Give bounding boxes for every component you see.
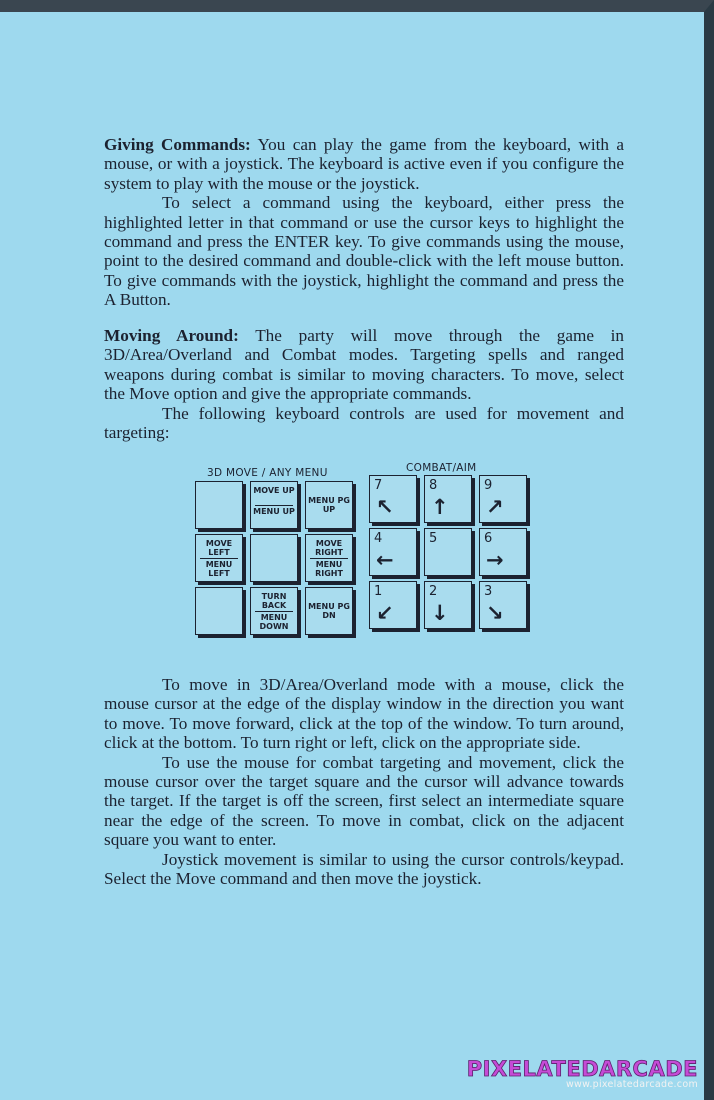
mouse-move-paragraph: To move in 3D/Area/Overland mode with a mouse, click the mouse cursor at the edge of the display window in the direction you want to move. To move forward, click at the top of the window. To turn around, click at the bottom. To turn right or left, click on the appropriate side.	[104, 675, 624, 753]
key-label-bottom: MENU UP	[253, 507, 295, 516]
arrow-icon: ↗	[486, 495, 504, 519]
combat-aim-title: COMBAT/AIM	[406, 462, 477, 474]
menu-key-2	[250, 481, 298, 529]
numpad-key-6	[479, 528, 527, 576]
moving-around-paragraph-2: The following keyboard controls are used for movement and targeting:	[104, 403, 624, 443]
numpad-number: 1	[374, 584, 383, 599]
arrow-icon: ↖	[376, 495, 394, 519]
moving-around-section	[104, 326, 624, 442]
numpad-number: 3	[484, 584, 493, 599]
numpad-key-1	[369, 581, 417, 629]
key-label: MENU PG UP	[308, 496, 350, 514]
numpad-number: 9	[484, 478, 493, 493]
joystick-paragraph: Joystick movement is similar to using the cursor controls/keypad. Select the Move command and then move the joystick.	[104, 849, 624, 889]
numpad-number: 7	[374, 478, 383, 493]
arrow-icon: ↓	[431, 601, 449, 625]
arrow-icon: ←	[376, 548, 394, 572]
numpad-number: 4	[374, 531, 383, 546]
key-label-top: TURN BACK	[261, 592, 287, 610]
menu-key-1	[195, 481, 243, 529]
key-label-top: MOVE UP	[253, 486, 295, 495]
key-label-bottom: MENU RIGHT	[315, 560, 343, 578]
menu-key-9	[305, 587, 353, 635]
3d-move-title: 3D MOVE / ANY MENU	[207, 467, 328, 479]
numpad-key-9	[479, 475, 527, 523]
numpad-number: 5	[429, 531, 438, 546]
giving-commands-paragraph-2: To select a command using the keyboard, either press the highlighted letter in that command or use the cursor keys to highlight the command and press the ENTER key. To give commands using the mouse, point to the desired command and double-click with the left mouse button. To give commands with the joystick, highlight the command and press the A Button.	[104, 193, 624, 310]
menu-key-7	[195, 587, 243, 635]
numpad-key-4	[369, 528, 417, 576]
arrow-icon: ↙	[376, 601, 394, 625]
numpad-key-2	[424, 581, 472, 629]
numpad-number: 6	[484, 531, 493, 546]
key-label: MENU PG DN	[308, 602, 350, 620]
watermark-logo: PIXELATEDARCADE	[466, 1057, 698, 1081]
key-label-top: MOVE LEFT	[205, 539, 233, 557]
numpad-key-5	[424, 528, 472, 576]
numpad-key-7	[369, 475, 417, 523]
menu-key-3	[305, 481, 353, 529]
giving-commands-heading: Giving Commands:	[104, 135, 251, 154]
mouse-combat-paragraph: To use the mouse for combat targeting and movement, click the mouse cursor over the target square and the cursor will advance towards the target. If the target is off the screen, first select an intermediate square near the edge of the screen. To move in combat, click on the adjacent square you want to enter.	[104, 752, 624, 850]
numpad-key-8	[424, 475, 472, 523]
key-label-bottom: MENU LEFT	[205, 560, 233, 578]
menu-key-6	[305, 534, 353, 582]
mouse-joystick-section	[104, 675, 624, 888]
giving-commands-paragraph-1: Giving Commands: You can play the game from the keyboard, with a mouse, or with a joystick. The keyboard is active even if you configure the system to play with the mouse or the joystick.	[104, 135, 624, 193]
key-label-bottom: MENU DOWN	[259, 613, 289, 631]
arrow-icon: ↘	[486, 601, 504, 625]
numpad-key-3	[479, 581, 527, 629]
arrow-icon: ↑	[431, 495, 449, 519]
arrow-icon: →	[486, 548, 504, 572]
watermark-url: www.pixelatedarcade.com	[565, 1079, 698, 1090]
keyboard-controls-diagram	[193, 462, 533, 642]
moving-around-paragraph-1: Moving Around: The party will move through the game in 3D/Area/Overland and Combat modes. Targeting spells and ranged weapons during combat is similar to moving characters. To move, select the Move option and give the appropriate commands.	[104, 326, 625, 404]
giving-commands-section	[104, 135, 624, 310]
numpad-number: 2	[429, 584, 438, 599]
menu-key-4	[195, 534, 243, 582]
watermark	[467, 1057, 698, 1090]
key-label-top: MOVE RIGHT	[315, 539, 343, 557]
menu-key-8	[250, 587, 298, 635]
numpad-number: 8	[429, 478, 438, 493]
menu-key-5	[250, 534, 298, 582]
moving-around-heading: Moving Around:	[104, 326, 239, 345]
